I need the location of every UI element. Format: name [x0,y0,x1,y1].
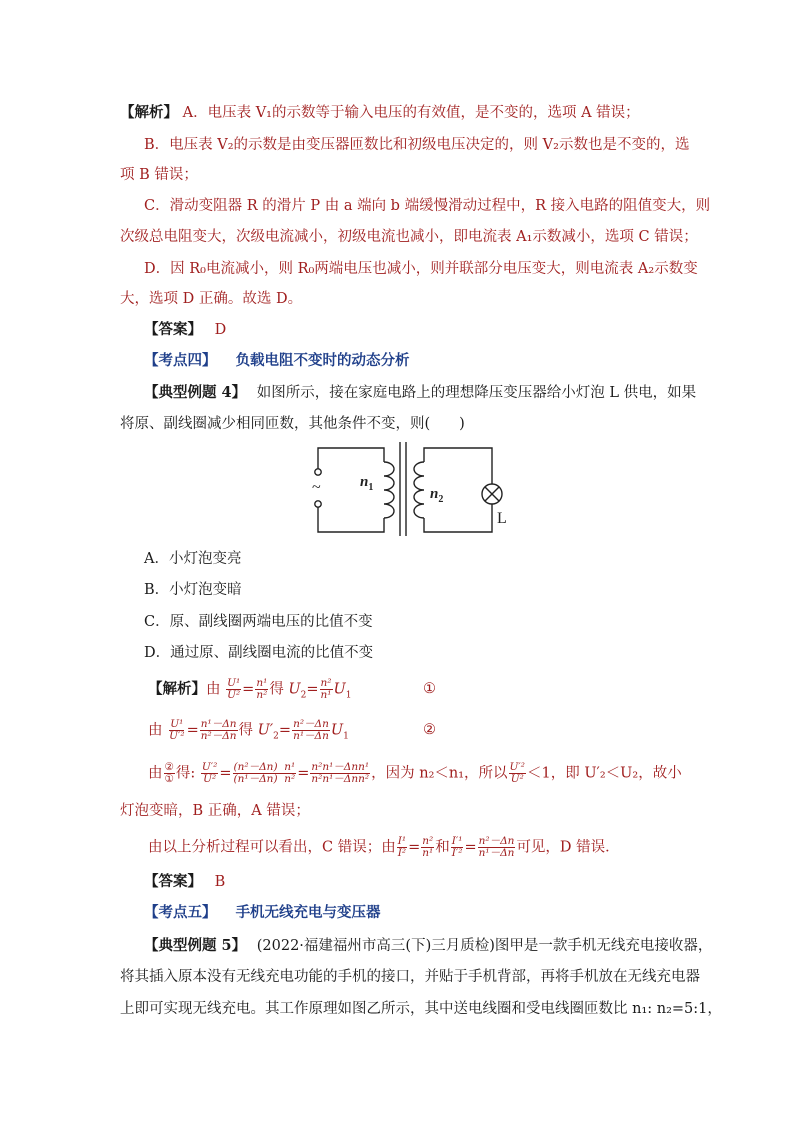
answer-tag: 【答案】 [144,321,202,338]
analysis-b-line2: 项 B 错误； [120,167,198,183]
section-5-heading [144,902,381,924]
terminal-bottom [315,501,321,507]
terminal-top [315,469,321,475]
ratio-n2-n1: $\frac{\text{n²}}{\text{n¹}}$ [320,677,332,701]
option-b: B．小灯泡变暗 [144,582,242,598]
analysis-c-line1: C．滑动变阻器 R 的滑片 P 由 a 端向 b 端缓慢滑动过程中，R 接入电路的阻值变大，则 [144,198,711,214]
ratio-u1-u2-prime: $\frac{\text{U¹}}{\text{U′²}}$ [169,718,185,742]
example-5-line1 [144,935,712,957]
ratio-reduced-turns-inv: $\frac{\text{n²－Δn}}{\text{n¹－Δn}}$ [293,718,329,742]
example-4-tag: 【典型例题 4】 [144,384,247,401]
analysis-a-text: A．电压表 V₁的示数等于输入电压的有效值，是不变的，选项 A 错误； [182,105,640,121]
ratio-expanded: $\frac{\text{n²n¹－Δnn¹}}{\text{n²n¹－Δnn²}}$ [311,761,370,785]
ratio-i1-i2-prime: $\frac{\text{I′¹}}{\text{I′²}}$ [451,835,463,859]
example-5-line2: 将其插入原本没有无线充电功能的手机的接口，并贴于手机背部，再将手机放在无线充电器 [120,969,700,985]
n1-label: $n_1$ [360,474,374,493]
you-2: 由 [148,722,163,739]
primary-wire-bottom [318,507,384,532]
equation-marker-2: ② [423,722,436,738]
de-2: 得 [238,722,254,739]
example-5-line3: 上即可实现无线充电。其工作原理如图乙所示，其中送电线圈和受电线圈匝数比 n₁: n₂=5:1， [120,1001,722,1017]
analysis-d-line1: D．因 R₀电流减小，则 R₀两端电压也减小，则并联部分电压变大，则电流表 A₂示数变 [144,261,698,277]
secondary-coil [414,462,424,518]
section-4-title: 负载电阻不变时的动态分析 [235,352,410,369]
analysis-2-line4: 灯泡变暗，B 正确，A 错误； [120,803,310,819]
example-5-text: (2022·福建福州市高三(下)三月质检)图甲是一款手机无线充电接收器， [256,938,713,954]
equation-marker-1: ① [423,681,436,697]
lamp-label: L [497,510,507,527]
analysis-d-line2: 大，选项 D 正确。故选 D。 [120,291,303,307]
ratio-u1-u2: $\frac{\text{U¹}}{\text{U²}}$ [227,677,241,701]
primary-wire-top [318,448,384,469]
you-1: 由 [206,681,221,698]
example-4-line1 [144,382,696,404]
secondary-wire-top [424,448,492,484]
de-3: 得 [175,765,191,782]
ratio-u2-prime-u2-b: $\frac{\text{U′²}}{\text{U²}}$ [509,761,525,785]
ratio-product: $\frac{\text{(n²－Δn) n¹}}{\text{(n¹－Δn) n²}}$ [233,761,296,785]
ratio-n2-n1-b: $\frac{\text{n²}}{\text{n¹}}$ [422,835,434,859]
conclusion-text: ＜1，即 U′₂＜U₂，故小 [527,765,682,782]
example-4-line2: 将原、副线圈减少相同匝数，其他条件不变，则( ) [120,416,465,432]
analysis-2-line3: 由 $\frac{\text{②}}{\text{①}}$ 得: $\frac{\text{U′²}}{\text{U²}}$ = $\frac{\text{(n²－Δn) n¹}}{\text{(n¹－Δn) n²}}$ = $\frac{\text{n²n¹－Δnn¹}}{\text{n²n¹－Δnn²}}$ ，因为 n₂＜n₁，所以 $\frac{\text{U′²}}{\text{U²}}$ ＜1，即 U′₂＜U₂，故小 [148,761,682,785]
primary-coil [384,462,394,518]
example-5-tag: 【典型例题 5】 [144,937,247,954]
de-1: 得 [269,681,284,698]
ratio-reduced-turns-c: $\frac{\text{n²－Δn}}{\text{n¹－Δn}}$ [478,835,515,859]
n2-label: $n_2$ [430,486,444,505]
answer-2-value: B [214,874,226,890]
analysis-2-tag: 【解析】 [148,680,206,698]
section-4-tag: 【考点四】 [144,352,217,369]
answer-1 [144,319,226,341]
ac-source-label: ~ [312,479,321,496]
section-5-tag: 【考点五】 [144,904,217,921]
option-c: C．原、副线圈两端电压的比值不变 [144,614,373,630]
analysis-2-line5: 由以上分析过程可以看出，C 错误；由 $\frac{\text{I¹}}{\text{I²}}$ = $\frac{\text{n²}}{\text{n¹}}$ 和 $\frac{\text{I′¹}}{\text{I′²}}$ = $\frac{\text{n²－Δn}}{\text{n¹－Δn}}$ 可见，D 错误． [148,835,620,859]
analysis-2-line1: 【解析】由 $\frac{\text{U¹}}{\text{U²}}$ = $\frac{\text{n¹}}{\text{n²}}$ 得 $U_2=$ $\frac{\text{n²}}{\text{n¹}}$ $U_1$ [148,677,352,701]
answer-2 [144,871,225,893]
because-text: ，因为 n₂＜n₁，所以 [371,765,508,782]
ratio-u2-prime-u2: $\frac{\text{U′²}}{\text{U²}}$ [201,761,218,785]
example-4-text: 如图所示，接在家庭电路上的理想降压变压器给小灯泡 L 供电，如果 [256,385,697,401]
analysis-c-line2: 次级总电阻变大，次级电流减小，初级电流也减小，即电流表 A₁示数减小，选项 C 错误； [120,229,698,245]
section-4-heading [144,350,410,372]
analysis-b-line1: B．电压表 V₂的示数是由变压器匝数比和初级电压决定的，则 V₂示数也是不变的，选 [144,137,690,153]
option-a: A．小灯泡变亮 [144,551,242,567]
transformer-diagram [300,438,520,538]
you-3: 由 [148,765,163,782]
analysis-a [120,102,640,124]
analysis-2-line2: 由 $\frac{\text{U¹}}{\text{U′²}}$ = $\frac{\text{n¹－Δn}}{\text{n²－Δn}}$ 得 $U'_2=$ $\frac{\text{n²－Δn}}{\text{n¹－Δn}}$ $U_1$ [148,718,349,742]
ratio-i1-i2: $\frac{\text{I¹}}{\text{I²}}$ [397,835,407,859]
answer-value: D [214,322,227,338]
analysis-tag: 【解析】 [120,104,178,121]
secondary-wire-bottom [424,504,492,532]
line5-pre: 由以上分析过程可以看出，C 错误；由 [148,839,396,856]
equation-ratio-marker: $\frac{\text{②}}{\text{①}}$ [164,761,174,785]
line5-post: 可见，D 错误． [516,839,620,856]
ratio-reduced-turns: $\frac{\text{n¹－Δn}}{\text{n²－Δn}}$ [200,718,237,742]
answer-2-tag: 【答案】 [144,873,202,890]
line5-he: 和 [435,839,450,856]
ratio-n1-n2: $\frac{\text{n¹}}{\text{n²}}$ [256,677,268,701]
option-d: D．通过原、副线圈电流的比值不变 [144,645,374,661]
section-5-title: 手机无线充电与变压器 [235,904,381,921]
